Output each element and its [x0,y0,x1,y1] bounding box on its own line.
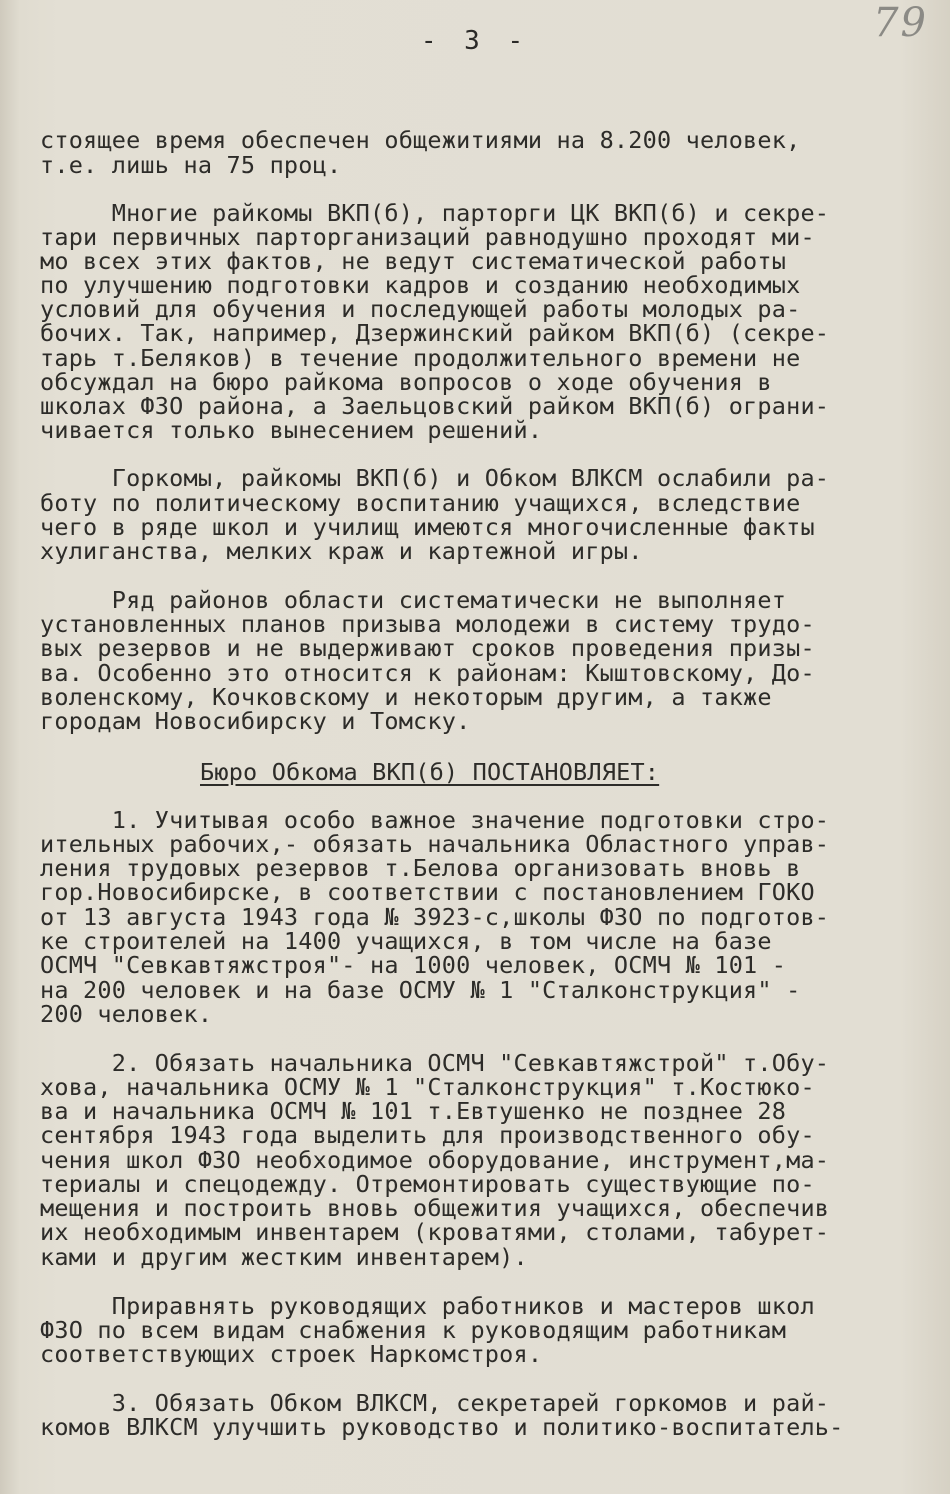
text-line: установленных планов призыва молодежи в систему трудо- [40,610,815,638]
text-line: хулиганства, мелких краж и картежной игры. [40,537,643,565]
text-line: хова, начальника ОСМУ № 1 "Сталконструкция" т.Костюко- [40,1073,815,1101]
text-line: мо всех этих фактов, не ведут систематической работы [40,247,787,275]
text-line: их необходимым инвентарем (кроватями, столами, табурет- [40,1218,830,1246]
text-line: чения школ ФЗО необходимое оборудование, инструмент,ма- [40,1146,830,1174]
text-line: териалы и спецодежду. Отремонтировать существующие по- [40,1170,815,1198]
text-line: Приравнять руководящих работников и мастеров школ [40,1292,815,1320]
text-line: ва и начальника ОСМЧ № 101 т.Евтушенко не позднее 28 [40,1097,787,1125]
text-line: по улучшению подготовки кадров и созданию необходимых [40,271,801,299]
text-line: ления трудовых резервов т.Белова организовать вновь в [40,854,801,882]
text-line: бочих. Так, например, Дзержинский райком ВКП(б) (секре- [40,319,830,347]
text-line: городам Новосибирску и Томску. [40,707,471,735]
text-line: ками и другим жестким инвентарем). [40,1243,528,1271]
text-line: ва. Особенно это относится к районам: Кыштовскому, До- [40,659,815,687]
text-line: 1. Учитывая особо важное значение подготовки стро- [40,806,830,834]
archive-handwritten-mark: 79 [873,0,928,46]
text-line: 200 человек. [40,1000,213,1028]
text-line: сентября 1943 года выделить для производственного обу- [40,1121,815,1149]
text-line: чего в ряде школ и училищ имеются многочисленные факты [40,513,815,541]
text-line: соответствующих строек Наркомстроя. [40,1340,543,1368]
text-line: воленскому, Кочковскому и некоторым другим, а также [40,683,772,711]
text-line: чивается только вынесением решений. [40,416,543,444]
text-line: тарь т.Беляков) в течение продолжительного времени не [40,344,801,372]
text-line: гор.Новосибирске, в соответствии с постановлением ГОКО [40,878,815,906]
text-line: стоящее время обеспечен общежитиями на 8.200 человек, [40,126,801,154]
text-line: от 13 августа 1943 года № 3923-с,школы ФЗО по подготов- [40,903,830,931]
text-line: школах ФЗО района, а Заельцовский райком ВКП(б) ограни- [40,392,830,420]
resolution-heading: Бюро Обкома ВКП(б) ПОСТАНОВЛЯЕТ: [200,758,660,786]
text-line: условий для обучения и последующей работы молодых ра- [40,295,801,323]
text-line: 3. Обязать Обком ВЛКСМ, секретарей горкомов и рай- [40,1389,830,1417]
text-line: на 200 человек и на базе ОСМУ № 1 "Сталконструкция" - [40,976,801,1004]
text-line: комов ВЛКСМ улучшить руководство и политико-воспитатель- [40,1413,844,1441]
text-line: ФЗО по всем видам снабжения к руководящим работникам [40,1316,787,1344]
text-line: боту по политическому воспитанию учащихся, вследствие [40,489,801,517]
text-line: т.е. лишь на 75 проц. [40,151,342,179]
text-line: ОСМЧ "Севкавтяжстроя"- на 1000 человек, ОСМЧ № 101 - [40,951,787,979]
page-number: - 3 - [420,26,530,56]
text-line: мещения и построить вновь общежития учащихся, обеспечив [40,1194,830,1222]
text-line: Многие райкомы ВКП(б), парторги ЦК ВКП(б) и секре- [40,199,830,227]
text-line: ке строителей на 1400 учащихся, в том числе на базе [40,927,772,955]
text-line: 2. Обязать начальника ОСМЧ "Севкавтяжстрой" т.Обу- [40,1049,830,1077]
text-line: Горкомы, райкомы ВКП(б) и Обком ВЛКСМ ослабили ра- [40,464,830,492]
text-line: обсуждал на бюро райкома вопросов о ходе обучения в [40,368,772,396]
text-line: ительных рабочих,- обязать начальника Областного управ- [40,830,830,858]
text-line: тари первичных парторганизаций равнодушно проходят ми- [40,223,815,251]
text-line: вых резервов и не выдерживают сроков проведения призы- [40,634,815,662]
text-line: Ряд районов области систематически не выполняет [40,586,787,614]
